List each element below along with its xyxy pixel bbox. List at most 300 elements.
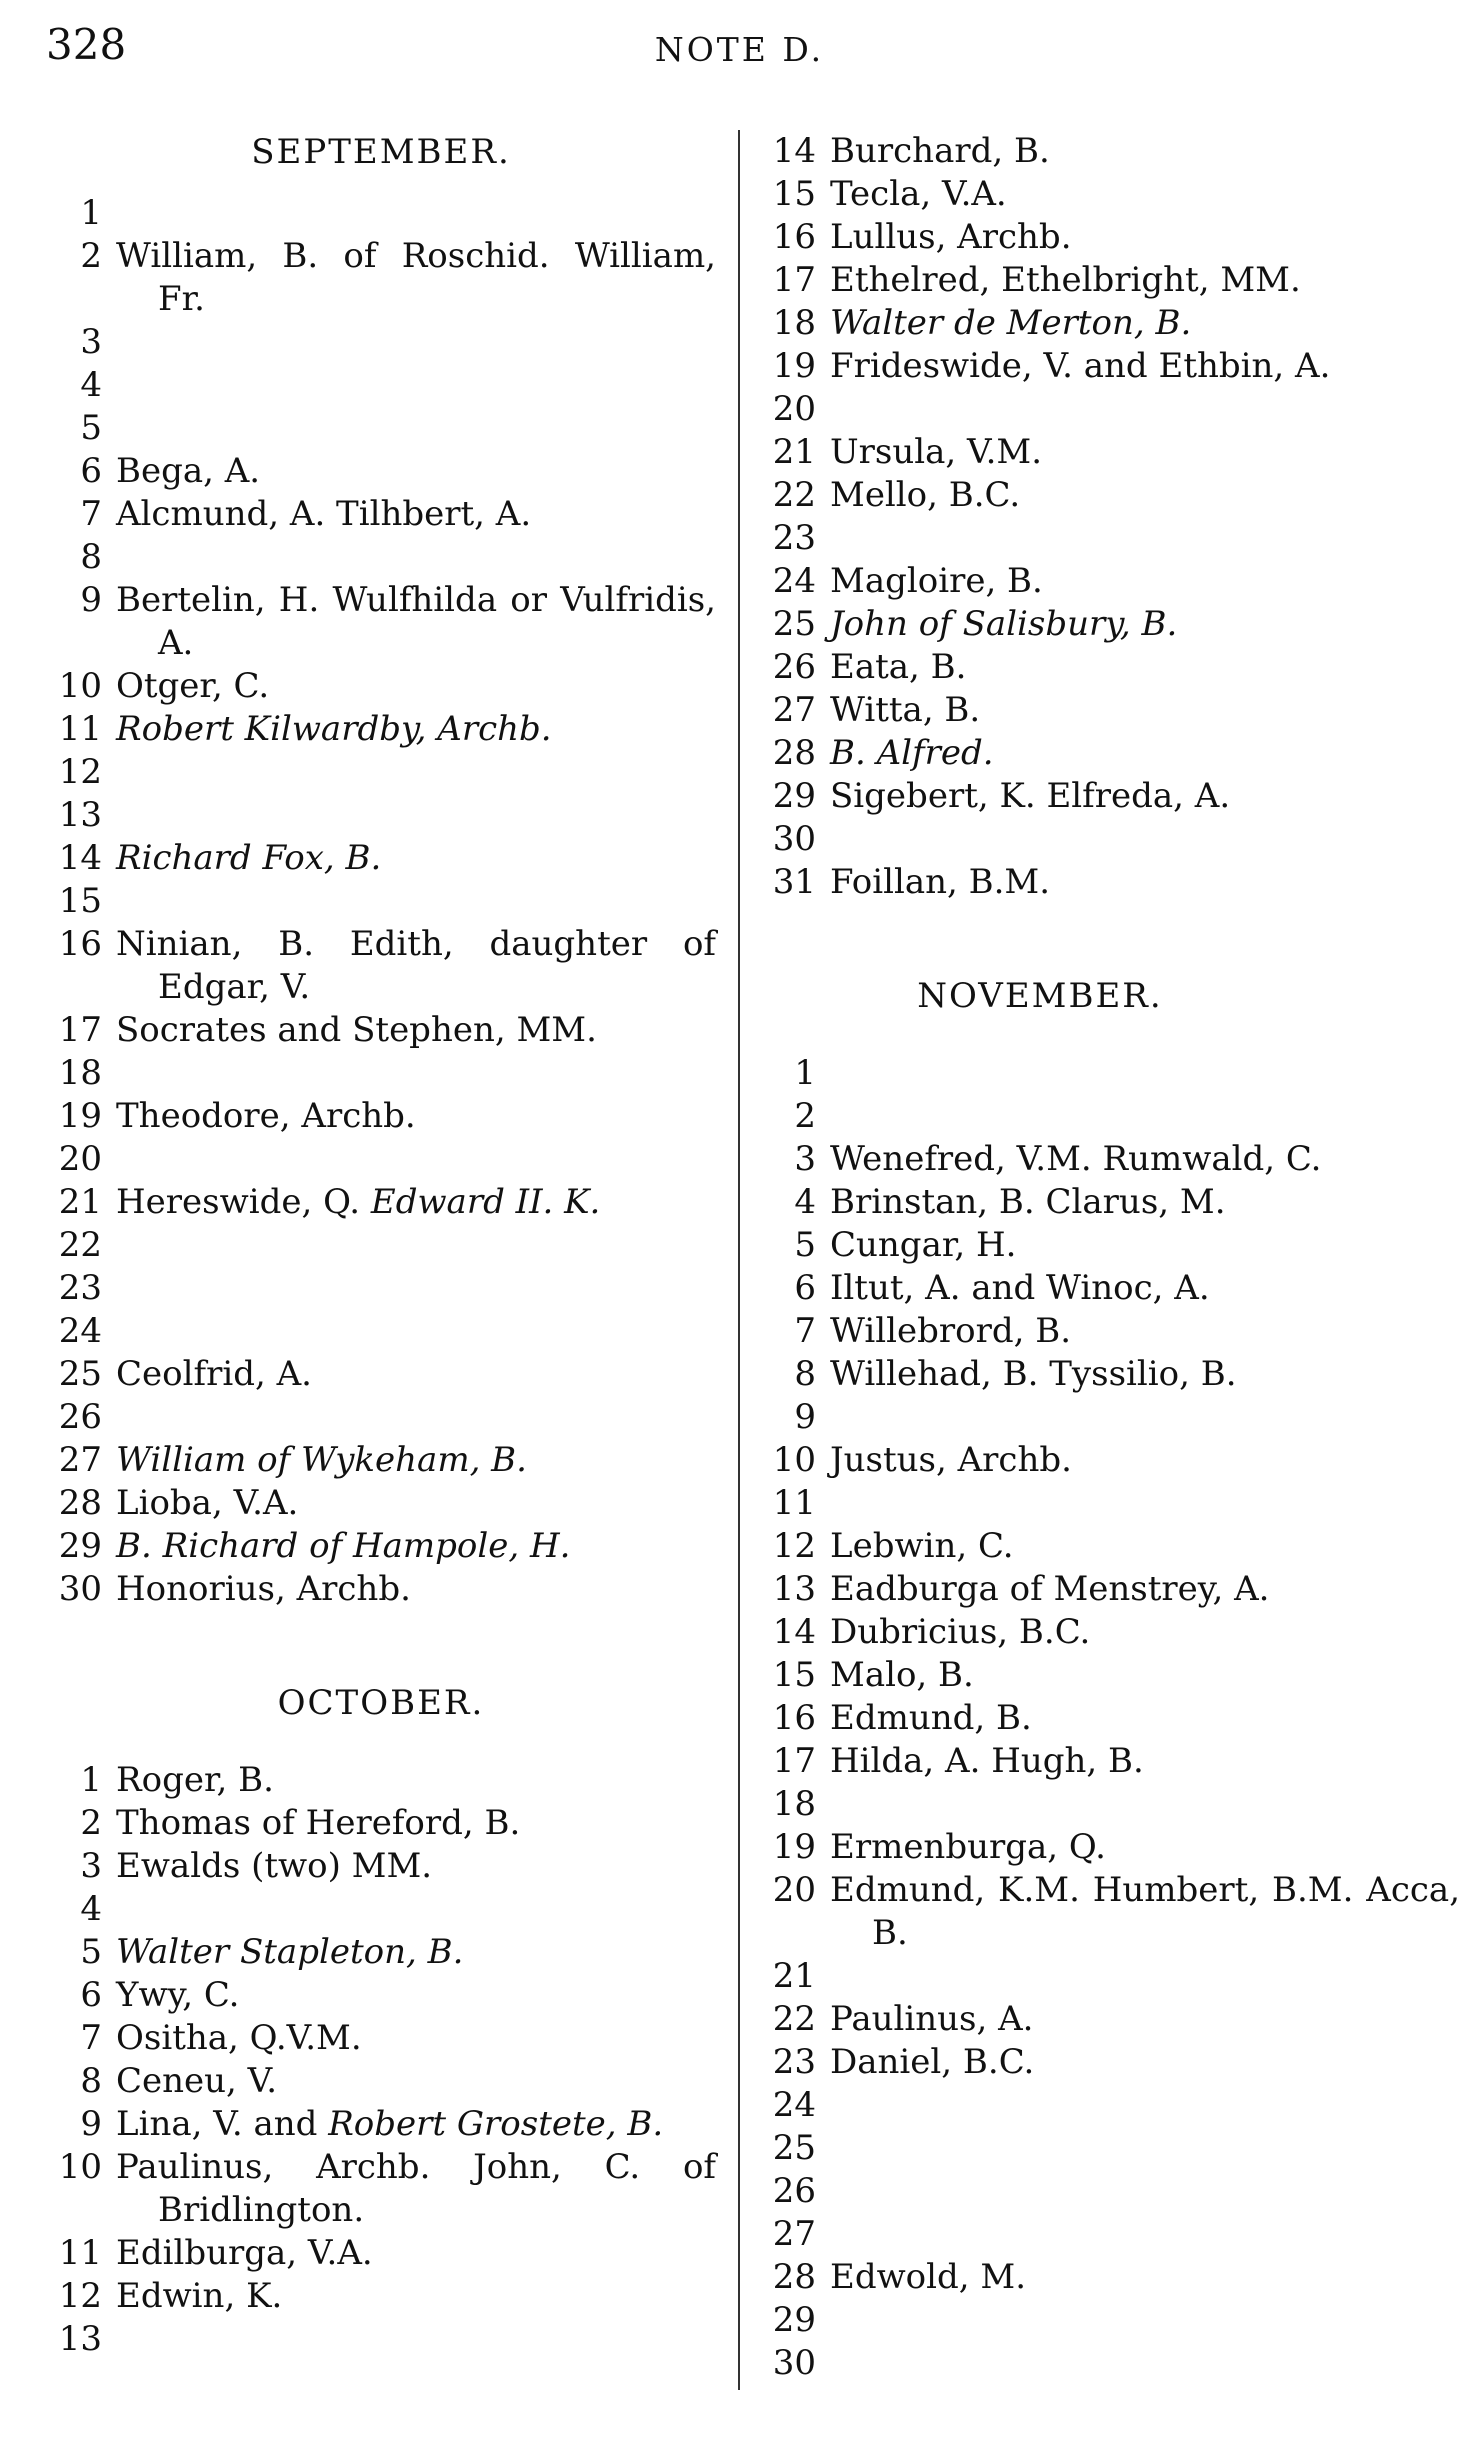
saint-name-text: Ositha, Q.V.M. [116,2018,362,2058]
saint-names [116,364,716,407]
calendar-entry [760,1697,1460,1740]
saint-names [116,1009,716,1052]
column-rule [738,130,740,2390]
calendar-entry [760,474,1460,517]
calendar-entry [46,1095,716,1138]
calendar-entry [46,1181,716,1224]
saint-names [830,345,1460,388]
calendar-entry [760,431,1460,474]
saint-names [830,388,1460,431]
day-number: 23 [772,2042,816,2082]
saint-name-text: Foillan, B.M. [830,862,1051,902]
day-number: 10 [58,2147,102,2187]
calendar-entry [46,1845,716,1888]
saint-names [830,2342,1460,2385]
calendar-entry [46,1802,716,1845]
day-number: 22 [772,475,816,515]
saint-names [116,1267,716,1310]
saint-names [116,450,716,493]
calendar-entry [46,364,716,407]
saint-names [830,1783,1460,1826]
calendar-entry [46,1931,716,1974]
saint-names [116,1802,716,1845]
saint-names [116,1974,716,2017]
day-number: 10 [772,1440,816,1480]
calendar-entry [760,1310,1460,1353]
day-number: 29 [58,1526,102,1566]
calendar-entry [760,2084,1460,2127]
day-number: 1 [794,1053,816,1093]
day-number: 17 [772,1741,816,1781]
saint-names [116,493,716,536]
saint-names [830,1267,1460,1310]
saint-name-text: Frideswide, V. and Ethbin, A. [830,346,1331,386]
saint-names [830,2041,1460,2084]
saint-names [116,1759,716,1802]
month-heading: SEPTEMBER. [251,132,511,172]
calendar-entry [760,1740,1460,1783]
saint-names [116,1310,716,1353]
saint-names [116,923,716,1009]
saint-name-text: Willebrord, B. [830,1311,1072,1351]
saint-names [116,1845,716,1888]
day-number: 9 [794,1397,816,1437]
day-number: 13 [772,1569,816,1609]
day-number: 27 [58,1440,102,1480]
saint-name-text: Roger, B. [116,1760,274,1800]
calendar-entry [760,2041,1460,2084]
day-number: 1 [80,1760,102,1800]
calendar-entry [46,1974,716,2017]
day-number: 6 [794,1268,816,1308]
calendar-entry [760,646,1460,689]
calendar-entry [760,1396,1460,1439]
calendar-entry [760,130,1460,173]
day-number: 1 [80,193,102,233]
saint-name-text: Thomas of Hereford, B. [116,1803,521,1843]
saint-name-italic: B. Richard of Hampole, H. [116,1526,571,1566]
day-number: 21 [772,1956,816,1996]
day-number: 24 [772,2085,816,2125]
calendar-entry [760,1439,1460,1482]
day-number: 13 [58,2319,102,2359]
calendar-entry [760,1955,1460,1998]
saint-names [116,235,716,321]
calendar-entry [760,216,1460,259]
calendar-entry [760,1654,1460,1697]
calendar-entry [760,517,1460,560]
saint-names [830,173,1460,216]
saint-name-text: Theodore, Archb. [116,1096,416,1136]
saint-names [116,1888,716,1931]
saint-name-text: Lina, V. and [116,2104,329,2144]
day-number: 12 [772,1526,816,1566]
day-number: 3 [80,322,102,362]
day-number: 12 [58,2276,102,2316]
day-number: 4 [794,1182,816,1222]
calendar-entry [760,388,1460,431]
saint-names [830,1611,1460,1654]
day-number: 3 [794,1139,816,1179]
day-number: 6 [80,451,102,491]
day-number: 8 [80,537,102,577]
saint-name-text: Dubricius, B.C. [830,1612,1091,1652]
calendar-entry [760,259,1460,302]
saint-name-text: Edwin, K. [116,2276,283,2316]
calendar-entry [760,689,1460,732]
calendar-entry [46,1759,716,1802]
saint-name-text: Eata, B. [830,647,967,687]
saint-name-italic: Robert Kilwardby, Archb. [116,709,552,749]
day-number: 14 [772,1612,816,1652]
day-number: 14 [58,838,102,878]
saint-names [116,1353,716,1396]
day-number: 12 [58,752,102,792]
day-number: 7 [80,2018,102,2058]
saint-names [830,1697,1460,1740]
saint-names [116,1224,716,1267]
saint-name-text: Edmund, K.M. Humbert, B.M. Acca, B. [830,1870,1460,1953]
saint-names [830,646,1460,689]
calendar-entry [760,560,1460,603]
day-number: 13 [58,795,102,835]
running-head: NOTE D. [654,30,825,69]
saint-names [830,2299,1460,2342]
saint-names [830,560,1460,603]
saint-names [830,2170,1460,2213]
saint-names [116,1396,716,1439]
day-number: 8 [80,2061,102,2101]
day-number: 18 [772,1784,816,1824]
month-heading: OCTOBER. [277,1683,485,1723]
saint-names [116,794,716,837]
calendar-entry [46,2275,716,2318]
calendar-entry [760,1869,1460,1955]
saint-names [116,2060,716,2103]
day-number: 4 [80,1889,102,1929]
calendar-entry [760,818,1460,861]
day-number: 22 [772,1999,816,2039]
day-number: 28 [58,1483,102,1523]
saint-name-text: Hereswide, Q. [116,1182,371,1222]
day-number: 7 [80,494,102,534]
right-column [760,130,1460,2385]
day-number: 18 [58,1053,102,1093]
calendar-entry [760,1095,1460,1138]
saint-name-text: Magloire, B. [830,561,1043,601]
calendar-entry [46,536,716,579]
calendar-entry [46,493,716,536]
day-number: 23 [772,518,816,558]
saint-names [830,1998,1460,2041]
day-number: 27 [772,690,816,730]
day-number: 24 [772,561,816,601]
calendar-entry [46,1525,716,1568]
saint-name-text: Ermenburga, Q. [830,1827,1106,1867]
saint-names [116,192,716,235]
day-number: 27 [772,2214,816,2254]
saint-names [116,2275,716,2318]
calendar-entry [760,1783,1460,1826]
calendar-entry [46,923,716,1009]
saint-names [830,775,1460,818]
saint-name-text: Bertelin, H. Wulfhilda or Vulfridis, A. [116,580,716,663]
saint-names [116,751,716,794]
day-number: 29 [772,2300,816,2340]
calendar-entry [760,173,1460,216]
calendar-entry [46,2017,716,2060]
calendar-entry [760,603,1460,646]
day-number: 19 [772,346,816,386]
saint-name-text: Edmund, B. [830,1698,1032,1738]
saint-name-text: Ceolfrid, A. [116,1354,312,1394]
calendar-entry [760,1611,1460,1654]
saint-name-text: Lioba, V.A. [116,1483,299,1523]
day-number: 16 [772,1698,816,1738]
day-number: 28 [772,733,816,773]
calendar-entry [46,1009,716,1052]
calendar-entry [46,2103,716,2146]
saint-names [116,1568,716,1611]
calendar-entry [760,1525,1460,1568]
day-number: 30 [772,2343,816,2383]
saint-names [830,1439,1460,1482]
saint-name-text: Ethelred, Ethelbright, MM. [830,260,1301,300]
saint-names [116,1439,716,1482]
saint-names [116,2017,716,2060]
calendar-entry [760,1482,1460,1525]
day-number: 16 [772,217,816,257]
day-number: 29 [772,776,816,816]
saint-names [830,732,1460,775]
saint-name-text: Ceneu, V. [116,2061,278,2101]
day-number: 26 [772,647,816,687]
saint-name-text: Lullus, Archb. [830,217,1072,257]
saint-name-text: Ewalds (two) MM. [116,1846,433,1886]
saint-names [830,1525,1460,1568]
day-number: 21 [772,432,816,472]
day-number: 15 [772,1655,816,1695]
day-number: 8 [794,1354,816,1394]
calendar-entry [46,794,716,837]
saint-name-italic: William of Wykeham, B. [116,1440,527,1480]
day-number: 16 [58,924,102,964]
saint-names [116,579,716,665]
calendar-entry [46,1353,716,1396]
day-number: 30 [772,819,816,859]
saint-names [116,837,716,880]
saint-name-text: Ywy, C. [116,1975,240,2015]
day-number: 25 [58,1354,102,1394]
saint-names [830,689,1460,732]
saint-name-italic: Edward II. K. [370,1182,601,1222]
saint-name-text: William, B. of Roschid. William, Fr. [116,236,716,319]
saint-name-italic: Robert Grostete, B. [328,2104,664,2144]
calendar-entry [760,861,1460,904]
day-number: 20 [772,1870,816,1910]
calendar-entry [46,450,716,493]
saint-names [830,216,1460,259]
saint-name-text: Paulinus, Archb. John, C. of Bridlington. [116,2147,716,2230]
saint-name-text: Edwold, M. [830,2257,1027,2297]
calendar-entry [46,321,716,364]
saint-names [116,1052,716,1095]
calendar-entry [46,1310,716,1353]
saint-names [830,2213,1460,2256]
saint-names [830,1138,1460,1181]
calendar-entry [46,880,716,923]
day-number: 7 [794,1311,816,1351]
saint-names [116,2232,716,2275]
day-number: 5 [794,1225,816,1265]
left-column [46,130,716,2361]
calendar-entry [760,1138,1460,1181]
saint-name-text: Malo, B. [830,1655,974,1695]
saint-names [116,2146,716,2232]
day-number: 9 [80,580,102,620]
saint-name-text: Edilburga, V.A. [116,2233,373,2273]
calendar-entry [760,2213,1460,2256]
calendar-entry [46,192,716,235]
day-number: 10 [58,666,102,706]
page-number: 328 [46,20,127,69]
calendar-entry [760,732,1460,775]
saint-name-text: Tecla, V.A. [830,174,1007,214]
saint-names [116,665,716,708]
saint-name-text: Daniel, B.C. [830,2042,1035,2082]
day-number: 31 [772,862,816,902]
calendar-entry [46,579,716,665]
saint-name-text: Eadburga of Menstrey, A. [830,1569,1270,1609]
day-number: 11 [58,2233,102,2273]
day-number: 30 [58,1569,102,1609]
saint-names [830,474,1460,517]
saint-name-text: Ninian, B. Edith, daughter of Edgar, V. [116,924,716,1007]
calendar-entry [760,1998,1460,2041]
saint-names [830,1568,1460,1611]
saint-names [116,1482,716,1525]
saint-names [830,130,1460,173]
calendar-entry [760,775,1460,818]
saint-names [116,708,716,751]
day-number: 20 [58,1139,102,1179]
month-heading: NOVEMBER. [917,976,1163,1016]
calendar-entry [760,345,1460,388]
calendar-entry [46,708,716,751]
saint-name-text: Otger, C. [116,666,270,706]
day-number: 17 [772,260,816,300]
calendar-entry [760,2256,1460,2299]
saint-name-text: Sigebert, K. Elfreda, A. [830,776,1231,816]
calendar-entry [46,1888,716,1931]
calendar-entry [46,665,716,708]
day-number: 4 [80,365,102,405]
saint-names [830,1869,1460,1955]
day-number: 5 [80,408,102,448]
saint-name-text: Cungar, H. [830,1225,1017,1265]
day-number: 19 [772,1827,816,1867]
calendar-entry [46,1224,716,1267]
calendar-entry [46,2060,716,2103]
saint-names [830,1955,1460,1998]
saint-name-text: Witta, B. [830,690,981,730]
saint-names [116,1095,716,1138]
saint-name-italic: Richard Fox, B. [116,838,382,878]
saint-names [830,1654,1460,1697]
calendar-entry [760,1181,1460,1224]
saint-names [830,1353,1460,1396]
saint-names [830,259,1460,302]
day-number: 17 [58,1010,102,1050]
day-number: 2 [80,1803,102,1843]
day-number: 24 [58,1311,102,1351]
calendar-entry [760,2342,1460,2385]
saint-name-text: Iltut, A. and Winoc, A. [830,1268,1210,1308]
saint-names [830,2127,1460,2170]
saint-name-text: Burchard, B. [830,131,1050,171]
saint-names [116,2103,716,2146]
day-number: 11 [772,1483,816,1523]
calendar-entry [46,1267,716,1310]
calendar-entry [46,235,716,321]
calendar-entry [46,1052,716,1095]
calendar-entry [760,1826,1460,1869]
calendar-entry [46,407,716,450]
calendar-entry [760,1224,1460,1267]
saint-names [116,1181,716,1224]
day-number: 14 [772,131,816,171]
calendar-entry [760,2299,1460,2342]
saint-names [830,517,1460,560]
saint-names [830,1224,1460,1267]
saint-name-text: Justus, Archb. [830,1440,1072,1480]
saint-names [830,302,1460,345]
saint-names [830,1310,1460,1353]
saint-names [830,1396,1460,1439]
calendar-entry [46,2318,716,2361]
calendar-entry [46,1568,716,1611]
saint-name-text: Alcmund, A. Tilhbert, A. [116,494,532,534]
saint-name-text: Honorius, Archb. [116,1569,411,1609]
saint-names [116,321,716,364]
calendar-entry [760,1353,1460,1396]
saint-names [116,1138,716,1181]
saint-names [830,818,1460,861]
saint-name-text: Mello, B.C. [830,475,1021,515]
calendar-entry [46,1138,716,1181]
day-number: 11 [58,709,102,749]
day-number: 19 [58,1096,102,1136]
saint-names [116,1525,716,1568]
saint-name-text: Paulinus, A. [830,1999,1034,2039]
day-number: 23 [58,1268,102,1308]
calendar-entry [760,1052,1460,1095]
saint-name-italic: John of Salisbury, B. [830,604,1178,644]
day-number: 15 [772,174,816,214]
saint-names [116,880,716,923]
saint-name-text: Wenefred, V.M. Rumwald, C. [830,1139,1322,1179]
saint-names [830,603,1460,646]
calendar-entry [760,1267,1460,1310]
calendar-entry [46,837,716,880]
calendar-entry [46,1482,716,1525]
saint-name-text: Willehad, B. Tyssilio, B. [830,1354,1237,1394]
calendar-entry [46,2232,716,2275]
saint-name-text: Brinstan, B. Clarus, M. [830,1182,1226,1222]
saint-names [830,861,1460,904]
calendar-entry [46,751,716,794]
saint-names [830,1482,1460,1525]
